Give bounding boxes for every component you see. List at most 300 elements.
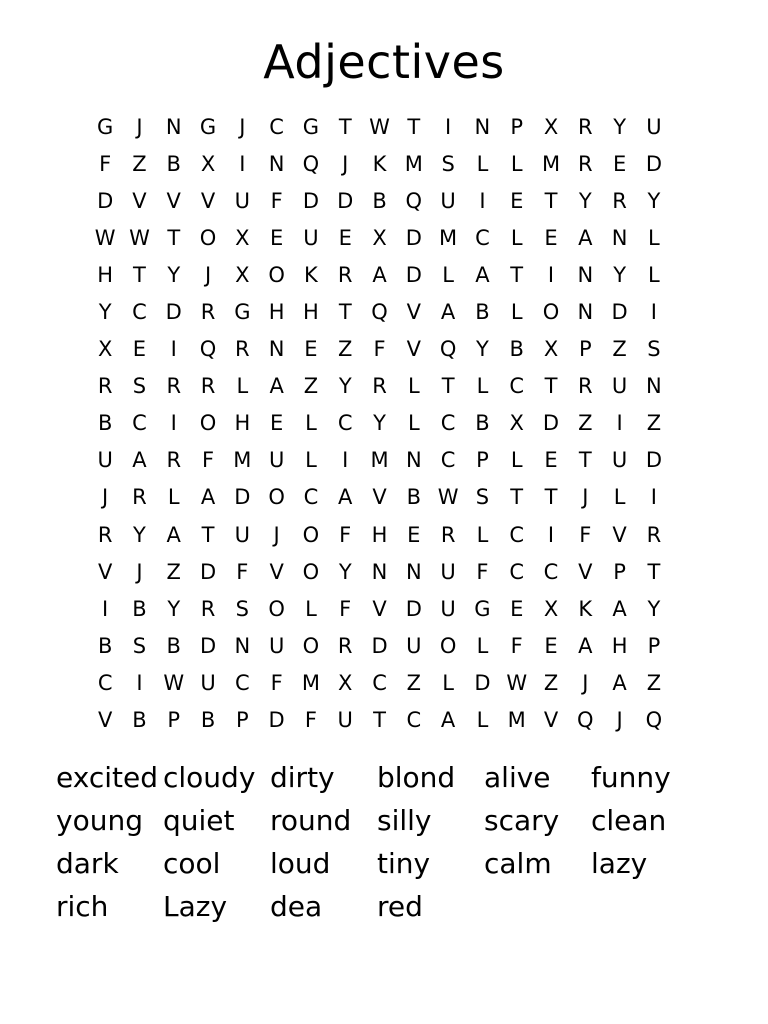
grid-letter: S [647,337,661,362]
grid-letter: X [509,411,524,436]
grid-letter: O [439,633,457,658]
grid-letter: R [166,448,182,473]
grid-letter: N [577,262,594,287]
grid-letter: B [97,411,113,436]
grid-letter: D [337,188,354,213]
grid-letter: C [97,670,113,695]
grid-letter: R [337,262,353,287]
grid-letter: A [440,708,456,733]
grid-letter: U [646,114,662,139]
grid-letter: T [544,485,558,510]
grid-letter: Z [612,337,627,362]
grid-letter: D [645,151,662,176]
grid-letter: A [200,485,216,510]
grid-letter: X [372,225,387,250]
grid-letter: I [479,188,486,213]
grid-letter: V [97,559,113,584]
grid-letter: V [543,708,559,733]
grid-letter: R [372,374,387,399]
grid-letter: B [475,300,490,325]
grid-letter: L [476,151,489,176]
word-bank-item: excited [56,761,158,794]
grid-letter: C [543,559,559,584]
grid-letter: O [268,596,285,621]
grid-letter: T [407,114,421,139]
grid-letter: I [650,300,657,325]
grid-letter: A [166,522,181,547]
grid-letter: P [236,708,249,733]
grid-letter: U [406,633,422,658]
grid-letter: D [405,596,422,621]
grid-letter: L [510,300,523,325]
grid-letter: A [440,300,456,325]
grid-letter: I [170,411,177,436]
grid-letter: V [269,559,284,584]
grid-letter: L [476,374,489,399]
grid-letter: G [199,114,217,139]
grid-letter: C [132,411,147,436]
grid-letter: Z [166,559,181,584]
grid-letter: J [342,151,349,176]
grid-letter: V [97,708,113,733]
grid-letter: D [268,708,285,733]
grid-letter: D [405,225,422,250]
grid-letter: W [163,670,185,695]
grid-letter: S [441,151,455,176]
grid-letter: Z [646,411,662,436]
grid-letter: D [165,300,182,325]
grid-letter: U [268,448,285,473]
grid-letter: F [201,448,215,473]
grid-letter: R [612,188,627,213]
grid-letter: X [338,670,353,695]
grid-letter: R [97,374,113,399]
grid-letter: I [616,411,623,436]
grid-letter: V [578,559,593,584]
grid-letter: H [268,300,285,325]
grid-letter: L [305,411,317,436]
grid-letter: F [270,670,283,695]
grid-letter: Y [167,262,181,287]
grid-letter: E [510,596,524,621]
grid-letter: V [200,188,216,213]
grid-letter: J [239,114,246,139]
grid-letter: K [304,262,318,287]
word-bank-item: silly [377,804,432,837]
grid-letter: E [544,225,558,250]
grid-letter: H [303,300,319,325]
grid-letter: J [582,485,589,510]
grid-letter: T [544,188,558,213]
grid-letter: D [542,411,560,436]
grid-letter: F [579,522,592,547]
grid-letter: V [406,337,421,362]
grid-letter: L [510,448,523,473]
grid-letter: K [372,151,387,176]
grid-letter: U [440,188,456,213]
grid-letter: A [269,374,284,399]
grid-letter: W [369,114,390,139]
grid-letter: G [97,114,114,139]
grid-letter: X [543,114,559,139]
grid-letter: L [648,262,660,287]
page-title: Adjectives [263,35,505,89]
grid-letter: L [442,262,454,287]
grid-letter: Q [199,337,217,362]
grid-letter: L [510,225,523,250]
grid-letter: D [371,633,388,658]
grid-letter: N [474,114,491,139]
grid-letter: B [132,596,147,621]
grid-letter: W [506,670,528,695]
grid-letter: E [269,411,284,436]
word-search-grid [88,108,671,739]
grid-letter: N [646,374,662,399]
grid-letter: R [440,522,456,547]
grid-letter: I [547,262,555,287]
grid-letter: Y [98,300,112,325]
grid-letter: M [541,151,561,176]
grid-letter: W [437,485,459,510]
grid-letter: Q [645,708,663,733]
grid-letter: X [235,225,250,250]
word-bank-item: clean [591,804,667,837]
grid-letter: V [166,188,181,213]
grid-letter: O [302,633,320,658]
grid-letter: D [405,262,422,287]
grid-letter: B [132,708,147,733]
grid-letter: P [476,448,489,473]
grid-letter: Q [371,300,388,325]
grid-letter: V [406,300,421,325]
word-bank [56,756,706,928]
grid-letter: D [645,448,662,473]
grid-letter: P [510,114,524,139]
grid-letter: X [543,596,559,621]
word-bank-item: scary [484,804,560,837]
grid-letter: V [372,485,387,510]
grid-letter: J [136,559,143,584]
word-bank-item: cloudy [163,761,256,794]
grid-letter: C [475,225,490,250]
grid-letter: T [133,262,146,287]
grid-letter: N [268,337,285,362]
grid-letter: Z [578,411,593,436]
grid-letter: T [167,225,181,250]
grid-letter: P [578,337,592,362]
grid-letter: E [510,188,524,213]
grid-letter: U [337,708,353,733]
grid-letter: F [304,708,317,733]
grid-letter: G [234,300,251,325]
grid-letter: O [268,262,285,287]
grid-letter: E [544,633,558,658]
grid-letter: C [440,448,456,473]
grid-letter: R [97,522,113,547]
word-bank-item: alive [484,761,551,794]
grid-letter: L [236,374,249,399]
grid-letter: I [170,337,177,362]
grid-letter: M [370,448,389,473]
grid-letter: L [407,411,420,436]
grid-letter: E [544,448,558,473]
grid-letter: T [647,559,661,584]
grid-letter: I [342,448,349,473]
grid-letter: P [167,708,181,733]
grid-letter: R [578,151,593,176]
grid-letter: Z [406,670,422,695]
grid-letter: F [99,151,112,176]
grid-letter: R [235,337,250,362]
grid-letter: R [166,374,182,399]
grid-letter: C [303,485,319,510]
grid-letter: Z [132,151,147,176]
grid-letter: G [474,596,491,621]
grid-letter: C [509,522,525,547]
grid-letter: E [304,337,318,362]
grid-letter: J [273,522,280,547]
grid-letter: B [166,633,181,658]
grid-letter: M [404,151,423,176]
grid-letter: Y [578,188,592,213]
grid-letter: R [578,374,593,399]
grid-letter: C [269,114,284,139]
grid-letter: S [132,633,147,658]
word-bank-item: round [270,804,352,837]
grid-letter: T [373,708,386,733]
grid-letter: D [97,188,114,213]
grid-letter: D [199,559,217,584]
grid-letter: V [612,522,627,547]
grid-letter: N [268,151,285,176]
grid-letter: Z [303,374,319,399]
grid-letter: C [337,411,353,436]
grid-letter: Z [338,337,353,362]
grid-letter: U [303,225,319,250]
grid-letter: V [132,188,147,213]
grid-letter: Y [167,596,181,621]
grid-letter: H [97,262,114,287]
grid-letter: T [544,374,558,399]
grid-letter: F [476,559,489,584]
grid-letter: N [405,448,422,473]
grid-letter: J [136,114,143,139]
grid-letter: Q [577,708,594,733]
grid-letter: U [200,670,216,695]
grid-letter: L [476,633,489,658]
grid-letter: R [200,300,216,325]
grid-letter: Z [543,670,559,695]
grid-letter: V [372,596,387,621]
grid-letter: B [166,151,181,176]
grid-letter: O [199,225,217,250]
grid-letter: J [582,670,589,695]
grid-letter: Z [646,670,662,695]
grid-letter: A [612,670,627,695]
grid-letter: M [301,670,320,695]
grid-letter: C [440,411,456,436]
grid-letter: D [474,670,491,695]
grid-letter: O [268,485,285,510]
grid-letter: T [338,300,352,325]
grid-letter: I [445,114,452,139]
grid-letter: B [406,485,422,510]
word-bank-item: young [56,804,143,837]
grid-letter: E [269,225,284,250]
grid-letter: L [407,374,420,399]
grid-letter: U [611,374,628,399]
grid-letter: I [136,670,143,695]
grid-letter: J [616,708,623,733]
word-bank-item: cool [163,847,221,880]
grid-letter: A [372,262,387,287]
grid-letter: Y [338,559,352,584]
grid-letter: H [234,411,251,436]
grid-letter: C [509,559,525,584]
grid-letter: N [577,300,594,325]
grid-letter: D [302,188,320,213]
grid-letter: O [302,522,320,547]
grid-letter: L [305,596,317,621]
grid-letter: J [102,485,109,510]
grid-letter: H [611,633,628,658]
grid-letter: T [201,522,215,547]
grid-letter: C [372,670,387,695]
word-bank-item: tiny [377,847,431,880]
grid-letter: J [204,262,212,287]
grid-letter: O [199,411,217,436]
grid-letter: L [305,448,317,473]
grid-letter: T [510,262,524,287]
grid-letter: P [647,633,661,658]
grid-letter: L [476,708,489,733]
grid-letter: E [132,337,147,362]
grid-letter: U [440,559,456,584]
grid-letter: A [612,596,627,621]
grid-letter: S [132,374,147,399]
grid-letter: W [94,225,116,250]
grid-letter: F [339,596,352,621]
word-bank-item: quiet [163,804,235,837]
grid-letter: F [373,337,386,362]
grid-letter: N [405,559,422,584]
grid-letter: L [510,151,523,176]
grid-letter: Y [613,114,627,139]
grid-letter: L [613,485,626,510]
grid-letter: X [235,262,250,287]
grid-letter: T [578,448,592,473]
grid-letter: C [509,374,525,399]
grid-letter: M [439,225,458,250]
grid-letter: U [440,596,456,621]
grid-letter: C [406,708,422,733]
grid-letter: X [200,151,216,176]
word-bank-item: red [377,890,423,923]
grid-letter: E [407,522,421,547]
grid-letter: O [302,559,320,584]
grid-letter: U [268,633,285,658]
grid-letter: U [97,448,113,473]
grid-letter: L [167,485,180,510]
grid-letter: M [507,708,526,733]
word-bank-item: dirty [270,761,335,794]
word-bank-item: lazy [591,847,648,880]
grid-letter: A [338,485,353,510]
grid-letter: Y [647,188,661,213]
grid-letter: B [200,708,216,733]
grid-letter: I [650,485,657,510]
grid-letter: Y [133,522,146,547]
grid-letter: B [509,337,524,362]
grid-letter: X [543,337,559,362]
grid-letter: I [102,596,109,621]
grid-letter: L [648,225,660,250]
grid-letter: A [578,633,593,658]
grid-letter: E [612,151,627,176]
grid-letter: T [510,485,524,510]
word-bank-item: calm [484,847,552,880]
grid-letter: H [371,522,388,547]
grid-letter: A [132,448,147,473]
grid-letter: I [547,522,555,547]
grid-letter: Y [647,596,661,621]
grid-letter: F [510,633,523,658]
word-bank-item: dea [270,890,323,923]
grid-letter: U [234,188,251,213]
grid-letter: Q [405,188,423,213]
grid-letter: W [129,225,150,250]
grid-letter: Y [338,374,352,399]
grid-letter: E [338,225,352,250]
grid-letter: M [233,448,252,473]
word-bank-item: loud [270,847,331,880]
grid-letter: D [199,633,217,658]
grid-letter: F [236,559,249,584]
grid-letter: L [442,670,454,695]
grid-letter: N [165,114,182,139]
grid-letter: C [132,300,147,325]
grid-letter: R [132,485,147,510]
grid-letter: D [234,485,251,510]
grid-letter: B [372,188,387,213]
word-bank-item: Lazy [163,890,228,923]
grid-letter: R [200,374,216,399]
grid-letter: K [578,596,593,621]
word-bank-item: funny [591,761,671,794]
grid-letter: B [97,633,113,658]
grid-letter: R [200,596,216,621]
grid-letter: N [371,559,388,584]
grid-letter: Y [613,262,627,287]
grid-letter: G [302,114,320,139]
grid-letter: I [239,151,246,176]
grid-letter: U [234,522,251,547]
grid-letter: Q [439,337,457,362]
word-bank-item: blond [377,761,456,794]
grid-letter: N [234,633,251,658]
grid-letter: R [578,114,593,139]
grid-letter: B [475,411,490,436]
grid-letter: F [270,188,283,213]
word-bank-item: dark [56,847,119,880]
grid-letter: P [613,559,626,584]
grid-letter: S [235,596,249,621]
grid-letter: R [646,522,662,547]
grid-letter: N [611,225,628,250]
grid-letter: D [611,300,628,325]
grid-letter: A [475,262,490,287]
grid-letter: U [611,448,628,473]
